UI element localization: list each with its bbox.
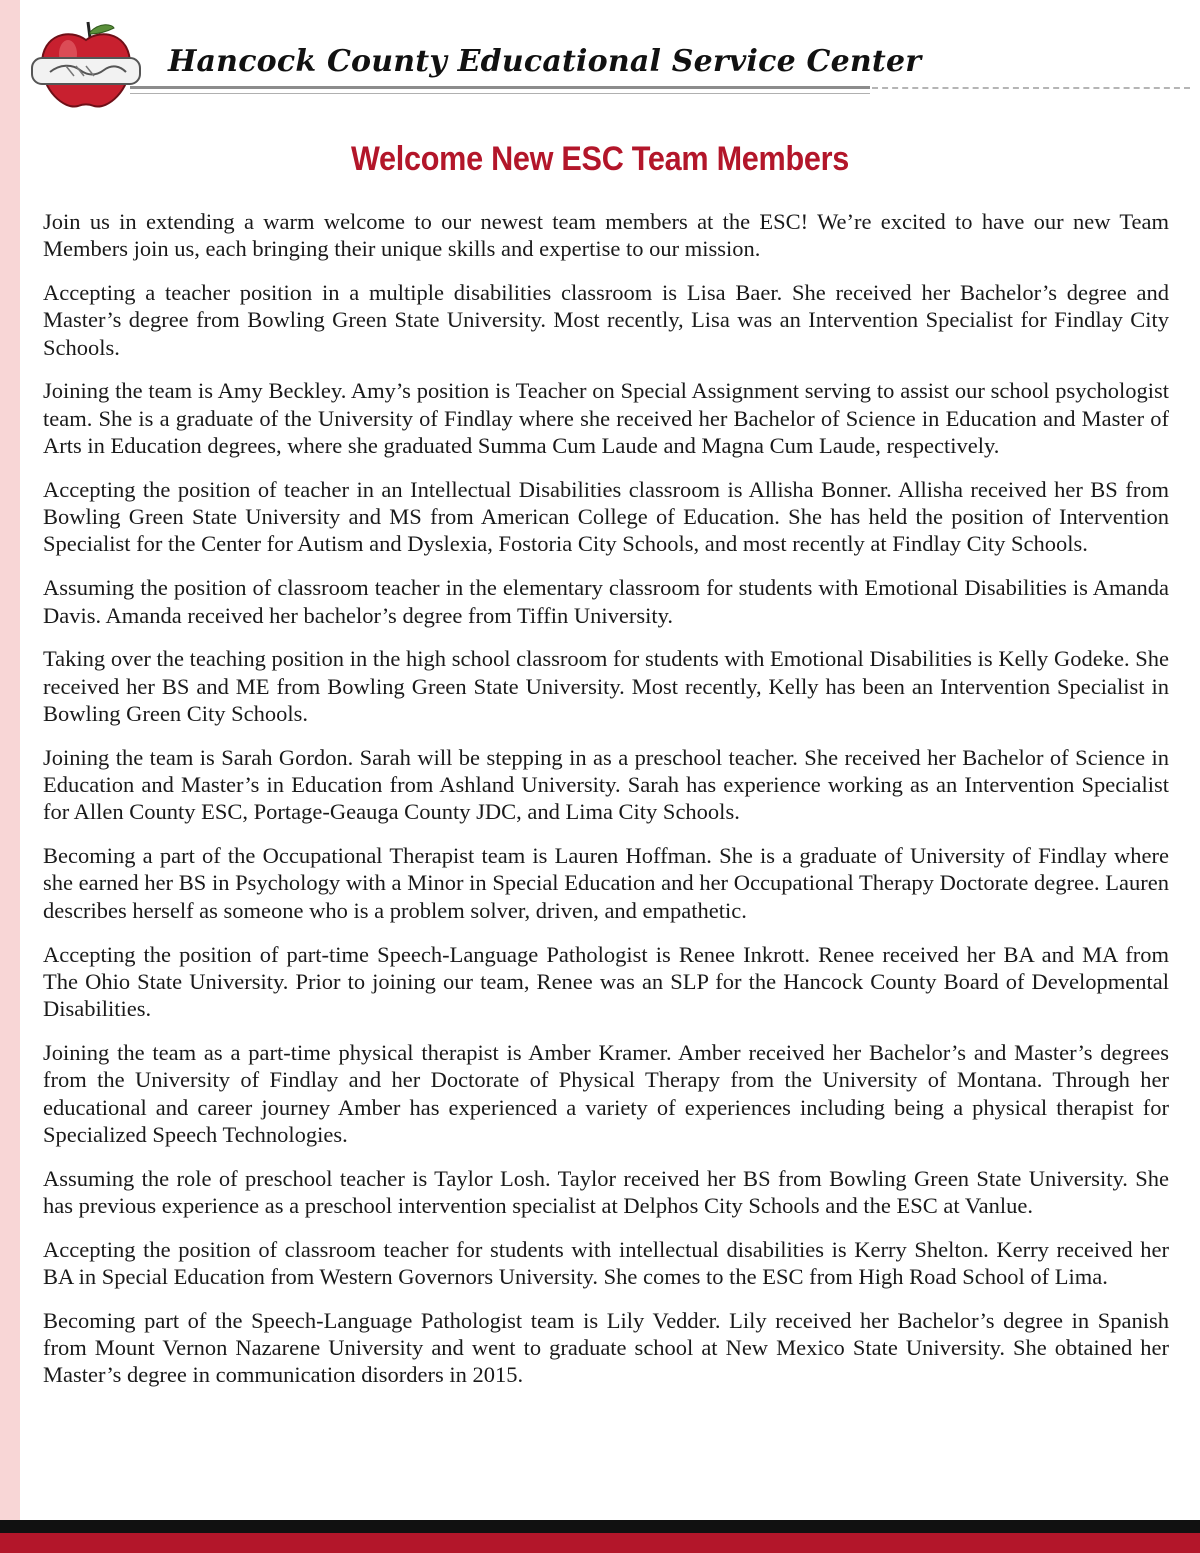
paragraph-amber-kramer: Joining the team as a part-time physical therapist is Amber Kramer. Amber received her Bachelor’s and Master’s degrees from the University of Findlay and her Doctorate of Physical Therapy from the University of Montana. Through her educational and career journey Amber has experienced a variety of experiences including being a physical therapist for Specialized Speech Technologies. bbox=[43, 1039, 1169, 1147]
header-rule-dashed bbox=[872, 87, 1190, 89]
footer-bar-red bbox=[0, 1533, 1200, 1553]
paragraph-amy-beckley: Joining the team is Amy Beckley. Amy’s position is Teacher on Special Assignment serving to assist our school psychologist team. She is a graduate of the University of Findlay where she received her Bachelor of Science in Education and Master of Arts in Education degrees, where she graduated Summa Cum Laude and Magna Cum Laude, respectively. bbox=[43, 378, 1169, 459]
paragraph-kerry-shelton: Accepting the position of classroom teacher for students with intellectual disabilities is Kerry Shelton. Kerry received her BA in Special Education from Western Governors University. She comes to the ESC from High Road School of Lima. bbox=[43, 1236, 1169, 1289]
header bbox=[30, 14, 1190, 114]
paragraph-lisa-baer: Accepting a teacher position in a multiple disabilities classroom is Lisa Baer. She received her Bachelor’s degree and Master’s degree from Bowling Green State University. Most recently, Lisa was an Intervention Specialist for Findlay City Schools. bbox=[43, 280, 1169, 360]
footer-bar-black bbox=[0, 1520, 1200, 1533]
paragraph-lauren-hoffman: Becoming a part of the Occupational Therapist team is Lauren Hoffman. She is a graduate of University of Findlay where she earned her BS in Psychology with a Minor in Special Education and her Occupational Therapy Doctorate degree. Lauren describes herself as someone who is a problem solver, driven, and empathetic. bbox=[43, 843, 1169, 923]
paragraph-sarah-gordon: Joining the team is Sarah Gordon. Sarah will be stepping in as a preschool teacher. She received her Bachelor of Science in Education and Master’s in Education from Ashland University. Sarah has experience working as an Intervention Specialist for Allen County ESC, Portage-Geauga County JDC, and Lima City Schools. bbox=[43, 744, 1169, 825]
paragraph-renee-inkrott: Accepting the position of part-time Speech-Language Pathologist is Renee Inkrott. Renee received her BA and MA from The Ohio State University. Prior to joining our team, Renee was an SLP for the Hancock County Board of Developmental Disabilities. bbox=[43, 941, 1169, 1022]
page-title: Welcome New ESC Team Members bbox=[350, 140, 850, 178]
paragraph-lily-vedder: Becoming part of the Speech-Language Pathologist team is Lily Vedder. Lily received her Bachelor’s degree in Spanish from Mount Vernon Nazarene University and went to graduate school at New Mexico State University. She obtained her Master’s degree in communication disorders in 2015. bbox=[43, 1307, 1169, 1388]
apple-handshake-icon bbox=[30, 14, 142, 114]
paragraph-amanda-davis: Assuming the position of classroom teacher in the elementary classroom for students with Emotional Disabilities is Amanda Davis. Amanda received her bachelor’s degree from Tiffin University. bbox=[43, 575, 1169, 628]
paragraph-taylor-losh: Assuming the role of preschool teacher is Taylor Losh. Taylor received her BS from Bowling Green State University. She has previous experience as a preschool intervention specialist at Delphos City Schools and the ESC at Vanlue. bbox=[43, 1165, 1169, 1218]
article-body bbox=[43, 208, 1169, 1405]
organization-name: Hancock County Educational Service Center bbox=[162, 44, 927, 79]
header-rule-thin bbox=[130, 93, 870, 94]
left-decorative-band bbox=[0, 0, 20, 1553]
paragraph-intro: Join us in extending a warm welcome to our newest team members at the ESC! We’re excited to have our new Team Members join us, each bringing their unique skills and expertise to our mission. bbox=[43, 209, 1169, 262]
paragraph-allisha-bonner: Accepting the position of teacher in an Intellectual Disabilities classroom is Allisha Bonner. Allisha received her BS from Bowling Green State University and MS from American College of Education. She has held the position of Intervention Specialist for the Center for Autism and Dyslexia, Fostoria City Schools, and most recently at Findlay City Schools. bbox=[43, 476, 1169, 557]
header-rule bbox=[130, 86, 870, 89]
paragraph-kelly-godeke: Taking over the teaching position in the high school classroom for students with Emotional Disabilities is Kelly Godeke. She received her BS and ME from Bowling Green State University. Most recently, Kelly has been an Intervention Specialist in Bowling Green City Schools. bbox=[43, 646, 1169, 726]
